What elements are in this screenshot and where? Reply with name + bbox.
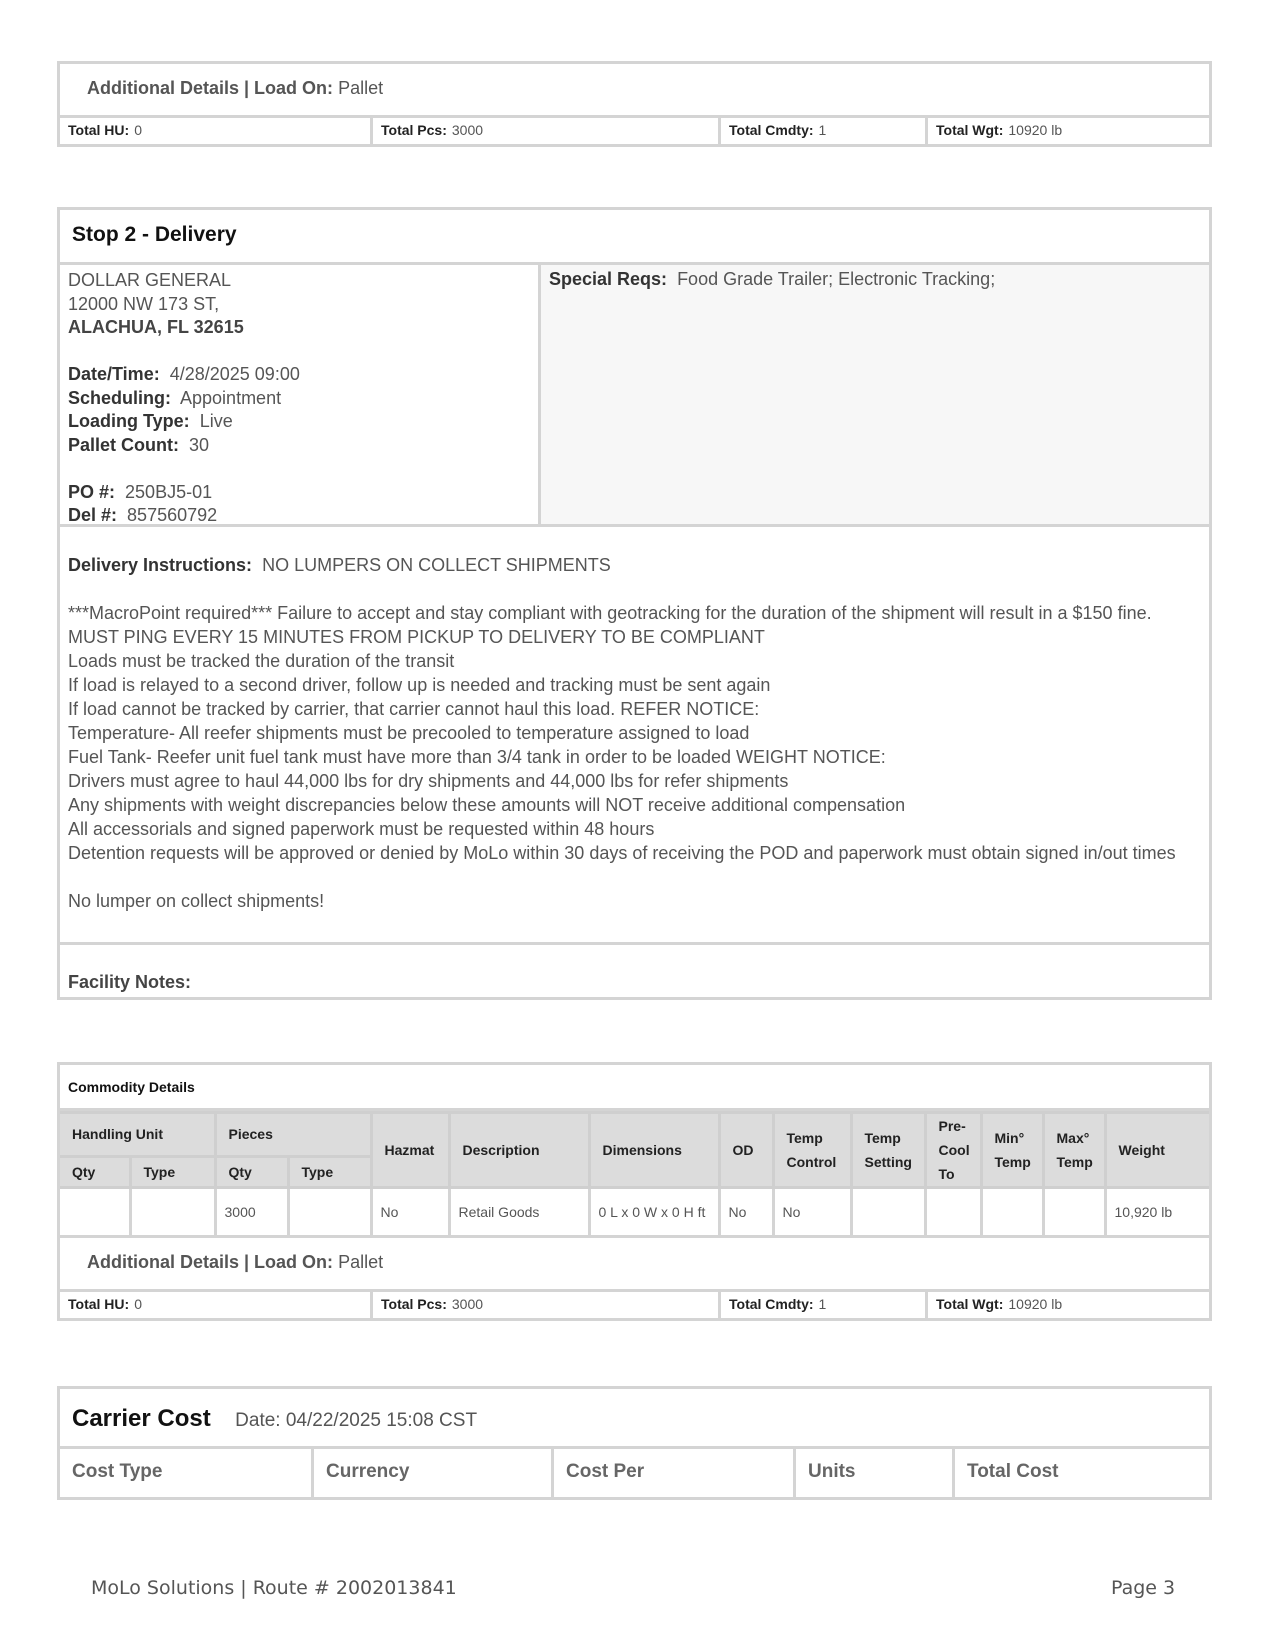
handling-unit-header: Handling Unit xyxy=(60,1113,215,1157)
del-number: Del #: 857560792 xyxy=(68,505,218,525)
instruction-line: Loads must be tracked the duration of the transit xyxy=(68,651,455,671)
total-wgt: Total Wgt: 10920 lb xyxy=(936,122,1063,138)
total-wgt: Total Wgt: 10920 lb xyxy=(936,1296,1063,1312)
carrier-cost-columns xyxy=(60,1449,1209,1497)
table-row xyxy=(60,1188,1209,1237)
po-number: PO #: 250BJ5-01 xyxy=(68,481,213,502)
dimensions-header: Dimensions xyxy=(589,1113,719,1188)
stop-field-pallet-count: Pallet Count: 30 xyxy=(68,434,210,455)
pc-type-cell xyxy=(288,1188,371,1237)
additional-details-header: Additional Details | Load On: Pallet xyxy=(60,64,1209,118)
instruction-line: Temperature- All reefer shipments must be precooled to temperature assigned to load xyxy=(68,723,750,743)
stop-title: Stop 2 - Delivery xyxy=(60,210,1209,265)
min-temp-cell xyxy=(981,1188,1043,1237)
commodity-totals-row xyxy=(60,1292,1209,1318)
carrier-cost-section xyxy=(57,1386,1212,1500)
hu-type-header: Type xyxy=(130,1156,215,1187)
instruction-line: Detention requests will be approved or denied by MoLo within 30 days of receiving the POD and paperwork must obtain signed in/out times xyxy=(68,843,1176,863)
max-temp-header: Max° Temp xyxy=(1043,1113,1105,1188)
hazmat-cell: No xyxy=(371,1188,449,1237)
weight-cell: 10,920 lb xyxy=(1105,1188,1209,1237)
carrier-cost-header xyxy=(60,1389,1209,1449)
pieces-header: Pieces xyxy=(215,1113,371,1157)
weight-header: Weight xyxy=(1105,1113,1209,1188)
commodity-table xyxy=(60,1111,1209,1238)
facility-notes: Facility Notes: xyxy=(68,972,192,992)
description-header: Description xyxy=(449,1113,589,1188)
delivery-instructions xyxy=(60,527,1209,945)
dimensions-cell: 0 L x 0 W x 0 H ft xyxy=(589,1188,719,1237)
total-cmdty: Total Cmdty: 1 xyxy=(721,118,928,144)
od-cell: No xyxy=(719,1188,773,1237)
total-pcs: Total Pcs: 3000 xyxy=(373,1292,721,1318)
page-number: Page 3 xyxy=(1111,1577,1176,1599)
temp-setting-cell xyxy=(851,1188,925,1237)
stop-field-scheduling: Scheduling: Appointment xyxy=(68,387,282,408)
description-cell: Retail Goods xyxy=(449,1188,589,1237)
instruction-line: ***MacroPoint required*** Failure to accept and stay compliant with geotracking for the duration of the shipment will result in a $150 fine. xyxy=(68,603,1152,623)
stop-field-datetime: Date/Time: 4/28/2025 09:00 xyxy=(68,364,300,384)
hu-qty-header: Qty xyxy=(60,1156,130,1187)
closing-note: No lumper on collect shipments! xyxy=(68,891,325,911)
carrier-cost-date: Date: 04/22/2025 15:08 CST xyxy=(235,1410,478,1431)
hu-type-cell xyxy=(130,1188,215,1237)
top-additional-details xyxy=(57,61,1212,147)
instruction-line: All accessorials and signed paperwork must be requested within 48 hours xyxy=(68,819,655,839)
totals-row xyxy=(60,118,1209,144)
total-hu: Total HU: 0 xyxy=(60,1292,373,1318)
stop-address-block xyxy=(60,265,541,524)
pc-qty-header: Qty xyxy=(215,1156,288,1187)
stop-info-grid xyxy=(60,265,1209,527)
stop-delivery-section xyxy=(57,207,1212,1000)
hazmat-header: Hazmat xyxy=(371,1113,449,1188)
min-temp-header: Min° Temp xyxy=(981,1113,1043,1188)
special-requirements: Special Reqs: Food Grade Trailer; Electronic Tracking; xyxy=(541,265,1209,524)
temp-setting-header: Temp Setting xyxy=(851,1113,925,1188)
commodity-title: Commodity Details xyxy=(60,1065,1209,1111)
temp-control-header: Temp Control xyxy=(773,1113,851,1188)
instruction-line: Drivers must agree to haul 44,000 lbs for dry shipments and 44,000 lbs for refer shipments xyxy=(68,771,789,791)
instruction-line: Any shipments with weight discrepancies below these amounts will NOT receive additional compensation xyxy=(68,795,906,815)
total-cost-column: Total Cost xyxy=(967,1461,1059,1482)
instruction-line: MUST PING EVERY 15 MINUTES FROM PICKUP TO DELIVERY TO BE COMPLIANT xyxy=(68,627,765,647)
currency-column: Currency xyxy=(314,1449,554,1497)
facility-name: DOLLAR GENERAL xyxy=(68,270,232,290)
instruction-line: Fuel Tank- Reefer unit fuel tank must have more than 3/4 tank in order to be loaded WEIGHT NOTICE: xyxy=(68,747,886,767)
city-state-zip: ALACHUA, FL 32615 xyxy=(68,317,244,337)
delivery-instructions-heading: Delivery Instructions: NO LUMPERS ON COLLECT SHIPMENTS xyxy=(68,555,611,575)
footer-route: MoLo Solutions | Route # 2002013841 xyxy=(91,1577,457,1599)
commodity-details-section xyxy=(57,1062,1212,1321)
od-header: OD xyxy=(719,1113,773,1188)
street-address: 12000 NW 173 ST, xyxy=(68,293,220,314)
stop-field-loading-type: Loading Type: Live xyxy=(68,411,233,431)
hu-qty-cell xyxy=(60,1188,130,1237)
commodity-additional-details-header: Additional Details | Load On: Pallet xyxy=(60,1238,1209,1292)
instruction-line: If load is relayed to a second driver, follow up is needed and tracking must be sent again xyxy=(68,675,771,695)
pc-type-header: Type xyxy=(288,1156,371,1187)
cost-per-column: Cost Per xyxy=(554,1449,796,1497)
temp-control-cell: No xyxy=(773,1188,851,1237)
total-hu: Total HU: 0 xyxy=(60,118,373,144)
units-column: Units xyxy=(796,1449,955,1497)
total-pcs: Total Pcs: 3000 xyxy=(373,118,721,144)
precool-cell xyxy=(925,1188,981,1237)
instruction-line: If load cannot be tracked by carrier, that carrier cannot haul this load. REFER NOTICE: xyxy=(68,699,760,719)
cost-type-column: Cost Type xyxy=(60,1449,314,1497)
pc-qty-cell: 3000 xyxy=(215,1188,288,1237)
total-cmdty: Total Cmdty: 1 xyxy=(721,1292,928,1318)
max-temp-cell xyxy=(1043,1188,1105,1237)
precool-header: Pre-Cool To xyxy=(925,1113,981,1188)
carrier-cost-title: Carrier Cost xyxy=(72,1405,211,1432)
